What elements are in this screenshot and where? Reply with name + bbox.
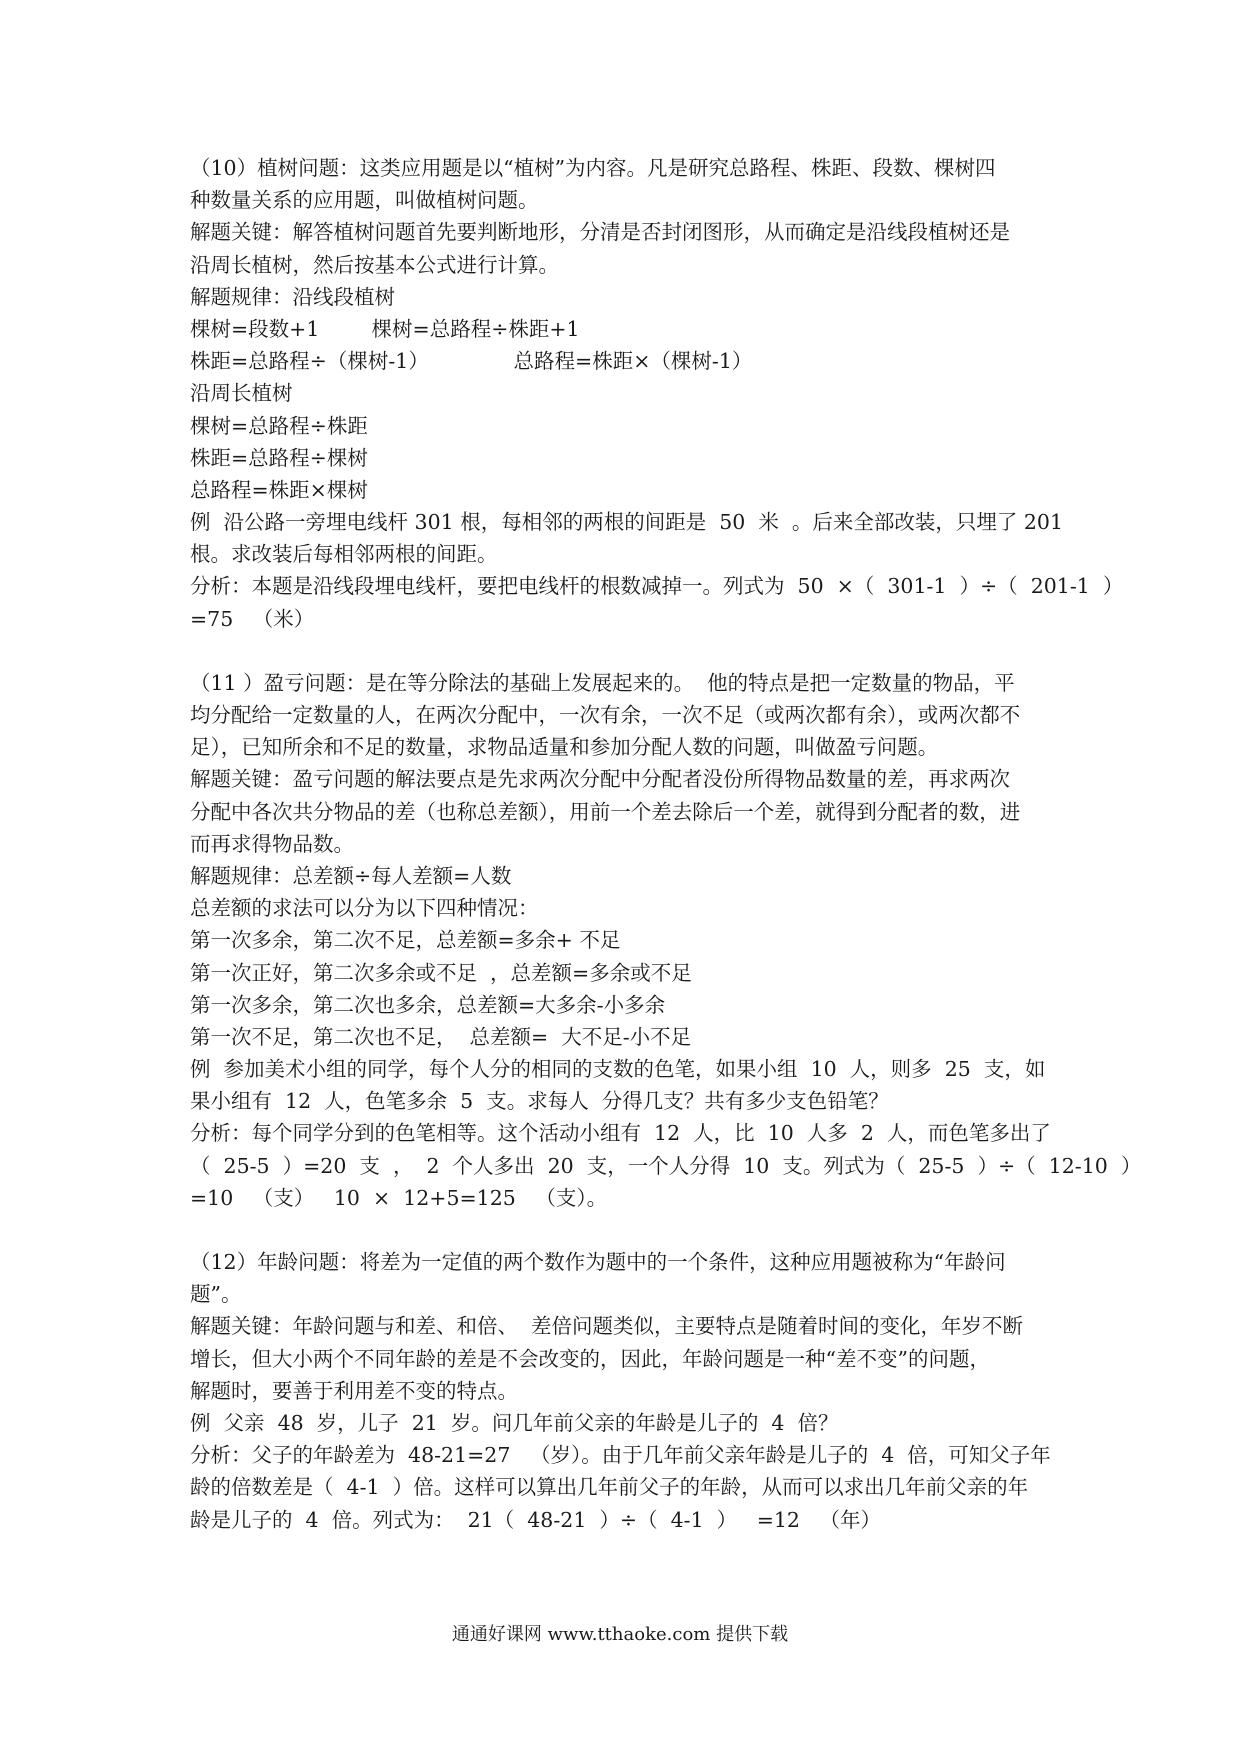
text-line: 均分配给一定数量的人，在两次分配中，一次有余，一次不足（或两次都有余），或两次都不 [190, 703, 1021, 727]
text-line: 龄的倍数差是（ 4-1 ）倍。这样可以算出几年前父子的年龄，从而可以求出几年前父亲的年 [190, 1475, 1029, 1500]
text-line: 总路程=株距×棵树 [190, 477, 368, 502]
text-line: 沿周长植树，然后按基本公式进行计算。 [190, 252, 559, 277]
text-line: 例 沿公路一旁埋电线杆 301 根，每相邻的两根的间距是 50 米 。后来全部改装，只埋了 201 [190, 510, 1064, 535]
text-line: 增长，但大小两个不同年龄的差是不会改变的，因此，年龄问题是一种“差不变”的问题， [190, 1346, 990, 1371]
text-line: 第一次不足，第二次也不足， 总差额= 大不足-小不足 [190, 1024, 692, 1049]
text-line: （11 ）盈亏问题：是在等分除法的基础上发展起来的。 他的特点是把一定数量的物品，平 [190, 670, 1015, 695]
text-line: （10）植树问题：这类应用题是以“植树”为内容。凡是研究总路程、株距、段数、棵树四 [190, 156, 996, 180]
text-line: 例 父亲 48 岁，儿子 21 岁。问几年前父亲的年龄是儿子的 4 倍？ [190, 1410, 839, 1435]
section-gap [190, 1214, 1070, 1246]
text-line: 分配中各次共分物品的差（也称总差额），用前一个差去除后一个差，就得到分配者的数，进 [190, 799, 1021, 824]
text-line: 种数量关系的应用题，叫做植树问题。 [190, 188, 539, 213]
text-line: （12）年龄问题：将差为一定值的两个数作为题中的一个条件，这种应用题被称为“年龄问 [190, 1250, 1006, 1274]
section-surplus-deficit [190, 667, 1142, 1214]
text-line: 题”。 [190, 1282, 242, 1307]
text-line: 龄是儿子的 4 倍。列式为： 21（ 48-21 ）÷（ 4-1 ） =12 （年） [190, 1507, 882, 1532]
section-gap [190, 635, 1070, 667]
page-footer: 通通好课网 www.tthaoke.com 提供下载 [451, 1624, 789, 1645]
text-line: 解题规律：沿线段植树 [190, 284, 395, 309]
text-line: 足），已知所余和不足的数量，求物品适量和参加分配人数的问题，叫做盈亏问题。 [190, 735, 939, 760]
text-line: 根。求改装后每相邻两根的间距。 [190, 542, 498, 567]
text-line: 总差额的求法可以分为以下四种情况： [190, 896, 539, 921]
text-line: 棵树=段数+1 棵树=总路程÷株距+1 [190, 316, 580, 341]
text-line: 分析：父子的年龄差为 48-21=27 （岁）。由于几年前父亲年龄是儿子的 4 倍，可知父子年 [190, 1443, 1051, 1468]
text-line: 解题时，要善于利用差不变的特点。 [190, 1378, 518, 1403]
text-line: 第一次多余，第二次不足，总差额=多余+ 不足 [190, 928, 621, 953]
text-line: =10 （支） 10 × 12+5=125 （支）。 [190, 1185, 608, 1210]
text-line: 第一次正好，第二次多余或不足 ，总差额=多余或不足 [190, 960, 692, 985]
text-line: 解题关键：盈亏问题的解法要点是先求两次分配中分配者没份所得物品数量的差，再求两次 [190, 767, 1010, 792]
text-line: 分析：本题是沿线段埋电线杆，要把电线杆的根数减掉一。列式为 50 ×（ 301-1 ）÷（ 201-1 ） [190, 574, 1124, 599]
text-line: 第一次多余，第二次也多余，总差额=大多余-小多余 [190, 992, 666, 1017]
text-line: 分析：每个同学分到的色笔相等。这个活动小组有 12 人，比 10 人多 2 人，而色笔多出了 [190, 1121, 1051, 1146]
text-line: 例 参加美术小组的同学，每个人分的相同的支数的色笔，如果小组 10 人，则多 25 支，如 [190, 1057, 1046, 1082]
section-tree-planting [190, 152, 1124, 635]
text-line: 解题规律：总差额÷每人差额=人数 [190, 863, 512, 888]
text-line: 株距=总路程÷（棵树-1） 总路程=株距×（棵树-1） [190, 349, 753, 374]
text-line: 棵树=总路程÷株距 [190, 413, 368, 438]
text-line: =75 （米） [190, 606, 315, 631]
text-line: 解题关键：年龄问题与和差、和倍、 差倍问题类似，主要特点是随着时间的变化，年岁不断 [190, 1314, 1024, 1339]
document-body [190, 152, 1142, 1536]
section-age-problem [190, 1246, 1070, 1536]
text-line: 沿周长植树 [190, 381, 293, 406]
text-line: 株距=总路程÷棵树 [190, 445, 368, 470]
text-line: 而再求得物品数。 [190, 831, 354, 856]
text-line: 解题关键：解答植树问题首先要判断地形，分清是否封闭图形，从而确定是沿线段植树还是 [190, 220, 1010, 245]
text-line: 果小组有 12 人，色笔多余 5 支。求每人 分得几支？共有多少支色铅笔？ [190, 1089, 889, 1114]
text-line: （ 25-5 ）=20 支 ， 2 个人多出 20 支，一个人分得 10 支。列式为（ 25-5 ）÷（ 12-10 ） [190, 1153, 1142, 1178]
